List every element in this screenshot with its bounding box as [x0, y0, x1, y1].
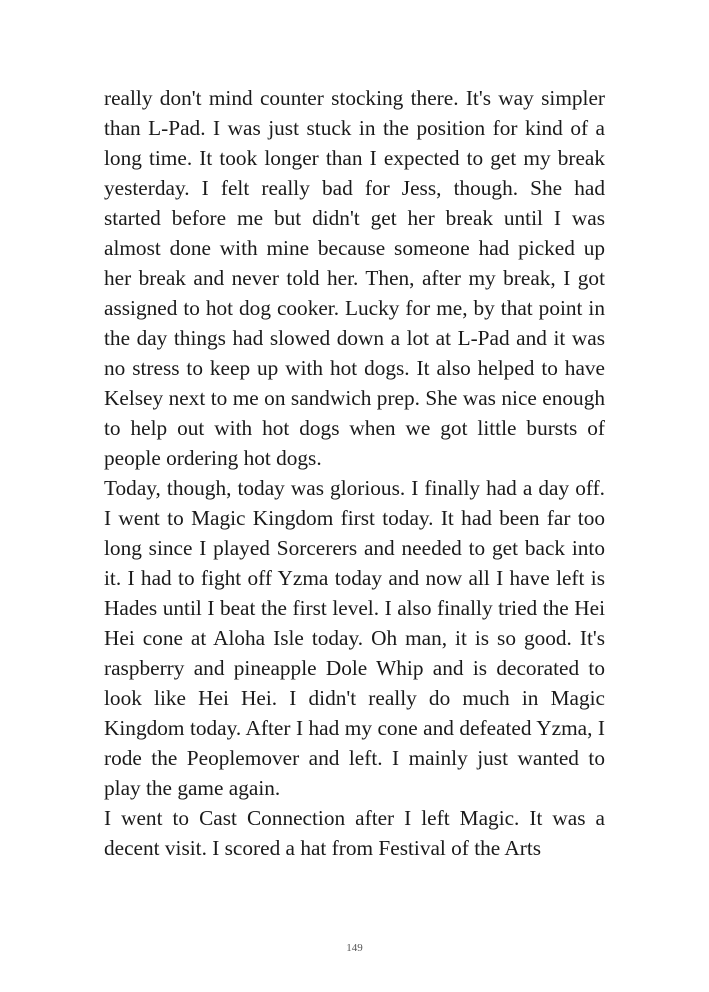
- page-number: 149: [346, 942, 363, 954]
- body-text: [104, 83, 605, 863]
- paragraph-1: really don't mind counter stocking there. It's way simpler than L-Pad. I was just stuck in the position for kind of a long time. It took longer than I expected to get my break yesterday. I felt really bad for Jess, though. She had started before me but didn't get her break until I was almost done with mine because someone had picked up her break and never told her. Then, after my break, I got assigned to hot dog cooker. Lucky for me, by that point in the day things had slowed down a lot at L-Pad and it was no stress to keep up with hot dogs. It also helped to have Kelsey next to me on sandwich prep. She was nice enough to help out with hot dogs when we got little bursts of people ordering hot dogs.: [104, 86, 605, 470]
- paragraph-3: I went to Cast Connection after I left Magic. It was a decent visit. I scored a hat from Festival of the Arts: [104, 806, 605, 860]
- paragraph-2: Today, though, today was glorious. I finally had a day off. I went to Magic Kingdom first today. It had been far too long since I played Sorcerers and needed to get back into it. I had to fight off Yzma today and now all I have left is Hades until I beat the first level. I also finally tried the Hei Hei cone at Aloha Isle today. Oh man, it is so good. It's raspberry and pineapple Dole Whip and is decorated to look like Hei Hei. I didn't really do much in Magic Kingdom today. After I had my cone and defeated Yzma, I rode the Peoplemover and left. I mainly just wanted to play the game again.: [104, 476, 605, 800]
